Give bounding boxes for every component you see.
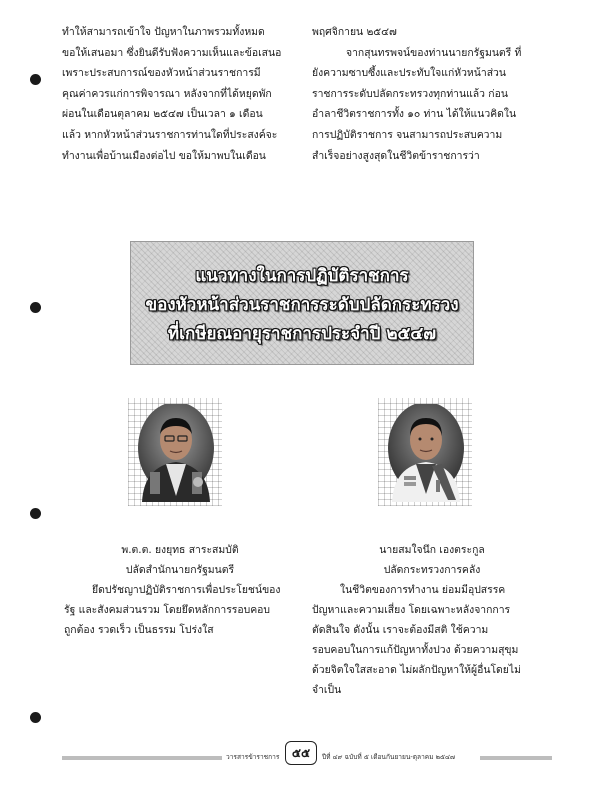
text-line: ผ่อนในเดือนตุลาคม ๒๕๔๗ เป็นเวลา ๑ เดือน <box>62 108 263 121</box>
text-line: พฤศจิกายน ๒๕๔๗ <box>312 26 397 38</box>
portrait-right-photo <box>386 404 466 502</box>
quote-line: ในชีวิตของการทำงาน ย่อมมีอุปสรรค <box>340 584 506 596</box>
text-line: แล้ว หากหัวหน้าส่วนราชการท่านใดที่ประสงค์จะ <box>62 128 278 141</box>
footer-journal-title: วารสารข้าราชการ <box>226 753 280 761</box>
banner-title-line: แนวทางในการปฏิบัติราชการ <box>195 266 409 286</box>
person-left-position: ปลัดสำนักนายกรัฐมนตรี <box>125 564 235 576</box>
text-line: คุณค่าควรแก่การพิจารณา หลังจากที่ได้หยุดพัก <box>62 87 272 100</box>
portrait-right-frame <box>378 398 472 506</box>
title-banner <box>130 241 474 365</box>
left-column-paragraph <box>62 22 281 166</box>
text-line: ทำงานเพื่อบ้านเมืองต่อไป ขอให้มาพบในเดือน <box>62 149 266 162</box>
footer-rule-right <box>480 756 552 760</box>
banner-title-line: ที่เกษียณอายุราชการประจำปี ๒๕๔๗ <box>167 324 437 344</box>
binder-hole-4 <box>30 712 41 723</box>
text-line: การปฏิบัติราชการ จนสามารถประสบความ <box>312 128 503 141</box>
binder-hole-1 <box>30 74 41 85</box>
portrait-left-frame <box>128 398 222 506</box>
text-line: สำเร็จอย่างสูงสุดในชีวิตข้าราชการว่า <box>312 149 480 162</box>
person-right-position: ปลัดกระทรวงการคลัง <box>383 564 481 576</box>
text-line: เพราะประสบการณ์ของหัวหน้าส่วนราชการมี <box>62 67 261 80</box>
text-line: อำลาชีวิตราชการทั้ง ๑๐ ท่าน ได้ให้แนวคิดใน <box>312 108 517 121</box>
quote-line: ด้วยจิตใจใสสะอาด ไม่ผลักปัญหาให้ผู้อื่นโดยไม่ <box>312 664 521 676</box>
text-line: จากสุนทรพจน์ของท่านนายกรัฐมนตรี ที่ <box>346 46 522 59</box>
footer-issue-info: ปีที่ ๔๙ ฉบับที่ ๕ เดือนกันยายน-ตุลาคม ๒๕๔๗ <box>322 753 455 761</box>
quote-line: จำเป็น <box>312 684 342 696</box>
footer-rule-left <box>62 756 222 760</box>
right-column-paragraph <box>312 22 521 166</box>
quote-line: รัฐ และสังคมส่วนรวม โดยยึดหลักการรอบคอบ <box>64 604 270 616</box>
page-number: ๕๕ <box>285 741 317 765</box>
person-right-caption <box>312 540 552 700</box>
quote-line: รอบคอบในการแก้ปัญหาทั้งปวง ด้วยความสุขุม <box>312 644 519 656</box>
binder-hole-3 <box>30 508 41 519</box>
binder-hole-2 <box>30 302 41 313</box>
text-line: ยังความซาบซึ้งและประทับใจแก่หัวหน้าส่วน <box>312 67 506 80</box>
portrait-left-photo <box>136 404 216 502</box>
quote-line: ยึดปรัชญาปฏิบัติราชการเพื่อประโยชน์ของ <box>92 584 281 596</box>
quote-line: ปัญหาและความเสี่ยง โดยเฉพาะหลังจากการ <box>312 604 511 616</box>
quote-line: ถูกต้อง รวดเร็ว เป็นธรรม โปร่งใส <box>64 624 214 636</box>
text-line: ทำให้สามารถเข้าใจ ปัญหาในภาพรวมทั้งหมด <box>62 26 265 38</box>
person-left-name: พ.ต.ต. ยงยุทธ สาระสมบัติ <box>121 544 239 556</box>
text-line: ขอให้เสนอมา ซึ่งยินดีรับฟังความเห็นและข้อเสนอ <box>62 46 282 59</box>
text-line: ราชการระดับปลัดกระทรวงทุกท่านแล้ว ก่อน <box>312 87 508 100</box>
person-left-caption <box>64 540 296 640</box>
person-right-name: นายสมใจนึก เองตระกูล <box>379 544 485 556</box>
banner-title-line: ของหัวหน้าส่วนราชการระดับปลัดกระทรวง <box>145 295 459 315</box>
quote-line: ตัดสินใจ ดังนั้น เราจะต้องมีสติ ใช้ความ <box>312 624 489 636</box>
